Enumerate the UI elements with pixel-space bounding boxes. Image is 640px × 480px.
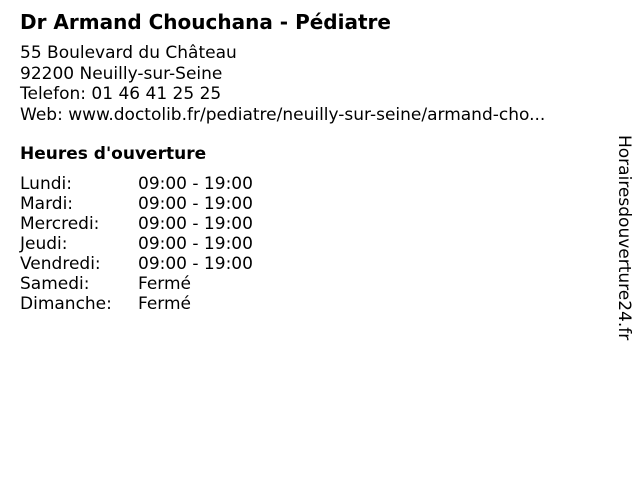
day-hours: Fermé	[138, 274, 192, 294]
day-hours: 09:00 - 19:00	[138, 174, 253, 194]
page-title: Dr Armand Chouchana - Pédiatre	[20, 10, 391, 34]
day-label: Dimanche:	[20, 294, 112, 314]
day-label: Lundi:	[20, 174, 72, 194]
address-street: 55 Boulevard du Château	[20, 43, 237, 63]
day-hours: 09:00 - 19:00	[138, 194, 253, 214]
opening-hours-heading: Heures d'ouverture	[20, 144, 207, 164]
day-hours: 09:00 - 19:00	[138, 234, 253, 254]
contact-info	[20, 43, 580, 125]
day-label: Vendredi:	[20, 254, 101, 274]
day-label: Mardi:	[20, 194, 74, 214]
day-label: Mercredi:	[20, 214, 100, 234]
phone-number[interactable]: Telefon: 01 46 41 25 25	[20, 84, 222, 104]
day-hours: 09:00 - 19:00	[138, 214, 253, 234]
day-hours: Fermé	[138, 294, 192, 314]
address-city: 92200 Neuilly-sur-Seine	[20, 63, 223, 84]
day-label: Jeudi:	[20, 234, 68, 254]
site-brand-watermark: Horairesdouverture24.fr	[614, 135, 634, 341]
day-hours: 09:00 - 19:00	[138, 254, 253, 274]
day-label: Samedi:	[20, 274, 90, 294]
website-link[interactable]: Web: www.doctolib.fr/pediatre/neuilly-sur-seine/armand-cho...	[20, 104, 546, 125]
